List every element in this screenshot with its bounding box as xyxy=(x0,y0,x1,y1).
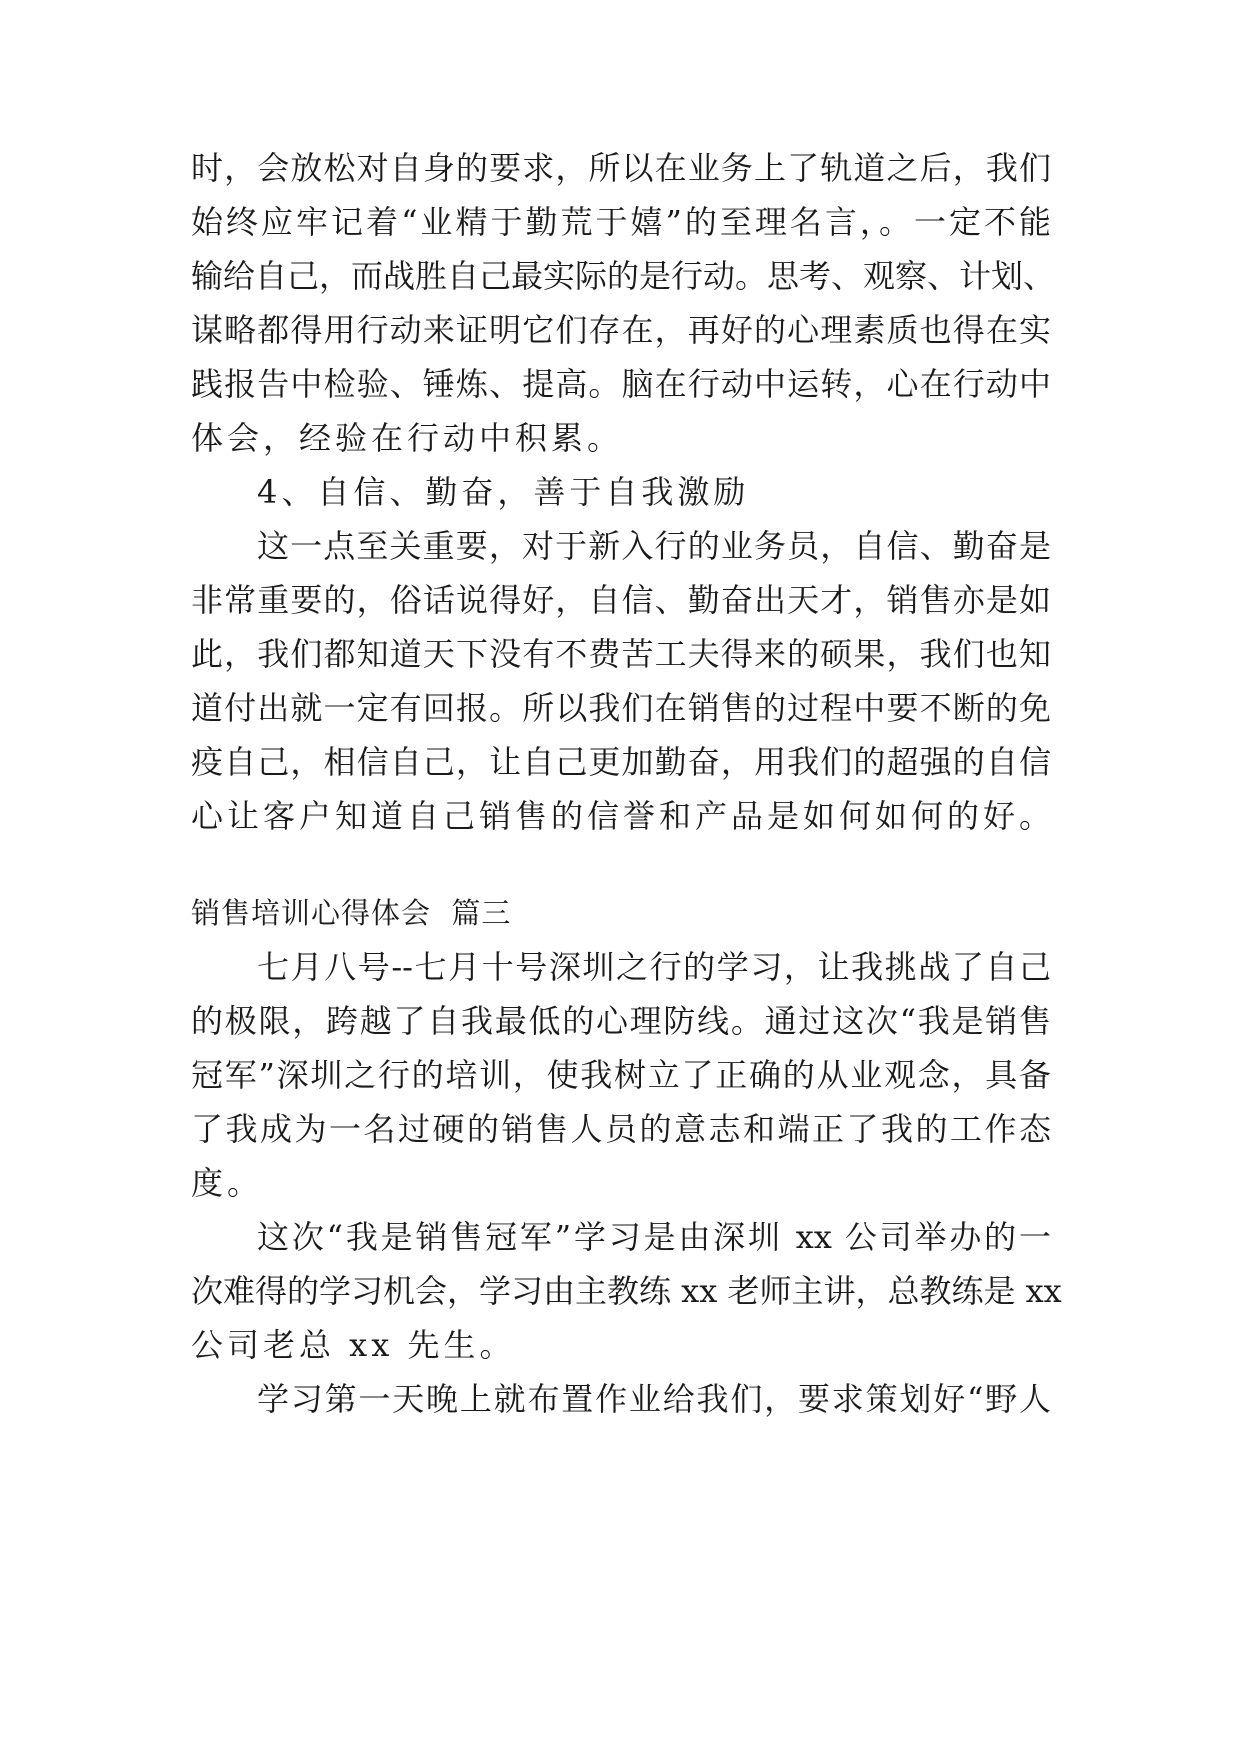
paragraph-line: 道付出就一定有回报。所以我们在销售的过程中要不断的免 xyxy=(191,689,1051,727)
paragraph-line: 输给自己，而战胜自己最实际的是行动。思考、观察、计划、 xyxy=(191,257,1056,295)
paragraph-line: 践报告中检验、锤炼、提高。脑在行动中运转，心在行动中 xyxy=(191,365,1051,403)
section-subheading: 4、自信、勤奋，善于自我激励 xyxy=(257,473,750,511)
paragraph-line: 这次“我是销售冠军”学习是由深圳 xx 公司举办的一 xyxy=(257,1218,1051,1256)
paragraph-line: 非常重要的，俗话说得好，自信、勤奋出天才，销售亦是如 xyxy=(191,581,1051,619)
paragraph-line: 时，会放松对自身的要求，所以在业务上了轨道之后，我们 xyxy=(191,149,1051,187)
paragraph-line: 七月八号--七月十号深圳之行的学习，让我挑战了自己 xyxy=(257,948,1051,986)
paragraph-line: 此，我们都知道天下没有不费苦工夫得来的硕果，我们也知 xyxy=(191,635,1051,673)
paragraph-line: 谋略都得用行动来证明它们存在，再好的心理素质也得在实 xyxy=(191,311,1051,349)
paragraph-line: 公司老总 xx 先生。 xyxy=(191,1326,516,1364)
paragraph-line: 学习第一天晚上就布置作业给我们，要求策划好“野人 xyxy=(257,1380,1051,1418)
paragraph-line: 这一点至关重要，对于新入行的业务员，自信、勤奋是 xyxy=(257,527,1051,565)
section-heading: 销售培训心得体会 篇三 xyxy=(191,896,512,930)
paragraph-line: 体会，经验在行动中积累。 xyxy=(191,419,624,457)
paragraph-line: 次难得的学习机会，学习由主教练 xx 老师主讲，总教练是 xx xyxy=(191,1272,1062,1310)
paragraph-line: 冠军”深圳之行的培训，使我树立了正确的从业观念，具备 xyxy=(191,1056,1051,1094)
paragraph-line: 心让客户知道自己销售的信誉和产品是如何如何的好。 xyxy=(191,797,1056,835)
paragraph-line: 疫自己，相信自己，让自己更加勤奋，用我们的超强的自信 xyxy=(191,743,1051,781)
paragraph-line: 了我成为一名过硬的销售人员的意志和端正了我的工作态 xyxy=(191,1110,1051,1148)
paragraph-line: 始终应牢记着“业精于勤荒于嬉”的至理名言，。一定不能 xyxy=(191,203,1051,241)
paragraph-line: 的极限，跨越了自我最低的心理防线。通过这次“我是销售 xyxy=(191,1002,1051,1040)
paragraph-line: 度。 xyxy=(191,1164,264,1202)
